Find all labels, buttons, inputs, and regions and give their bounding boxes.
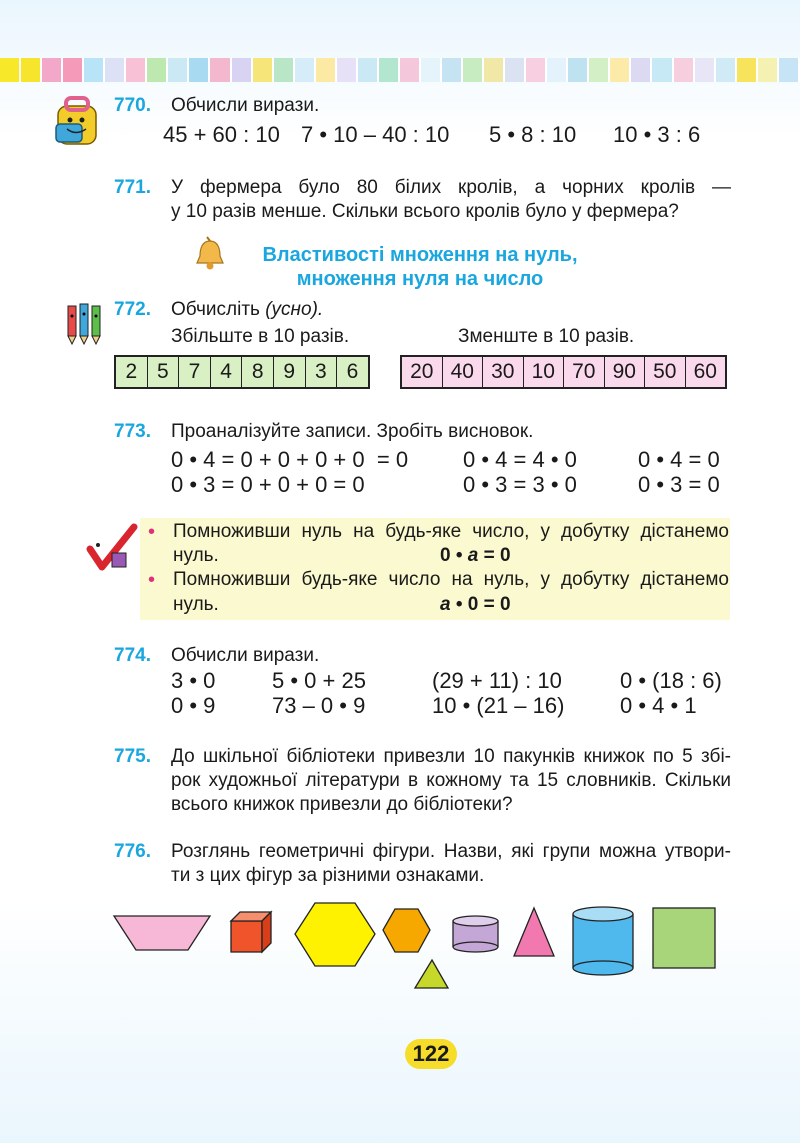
- exercise-number: 770.: [114, 95, 151, 116]
- yellow-hexagon: [295, 903, 375, 966]
- number-cell: 3: [306, 357, 338, 387]
- section-title: Властивості множення на нуль,: [262, 244, 578, 266]
- expression: 10 • 3 : 6: [613, 122, 701, 147]
- expression: 5 • 8 : 10: [489, 122, 577, 147]
- exercise-number: 774.: [114, 645, 151, 666]
- number-cell: 5: [148, 357, 180, 387]
- expression: 7 • 10 – 40 : 10: [301, 122, 450, 147]
- number-cell: 70: [564, 357, 605, 387]
- equation: 0 • 3 = 0: [638, 472, 720, 497]
- number-cell: 30: [483, 357, 524, 387]
- formula-part: = 0: [483, 545, 511, 566]
- pink-triangle: [514, 908, 554, 956]
- stripe-segment: [779, 58, 800, 82]
- pencils-icon: [62, 298, 108, 346]
- bullet-marker: •: [148, 521, 156, 543]
- bell-icon: [193, 236, 227, 272]
- blue-cylinder: [573, 907, 633, 975]
- stripe-segment: [210, 58, 231, 82]
- checkmark-icon: [86, 523, 138, 575]
- exercise-number: 776.: [114, 841, 151, 862]
- stripe-segment: [400, 58, 421, 82]
- number-cell: 7: [179, 357, 211, 387]
- exercise-instruction: Обчисли вирази.: [171, 95, 320, 116]
- expression: 0 • 4 • 1: [620, 693, 697, 718]
- rule-formula: [440, 594, 511, 616]
- equation: 0 • 3 = 0 + 0 + 0 = 0: [171, 472, 365, 497]
- expression: 10 • (21 – 16): [432, 693, 565, 718]
- stripe-segment: [674, 58, 695, 82]
- stripe-segment: [379, 58, 400, 82]
- number-cell: 2: [116, 357, 148, 387]
- expression: 45 + 60 : 10: [163, 122, 280, 147]
- multiply-number-row: [114, 355, 370, 389]
- geometric-figures: [110, 900, 740, 995]
- number-cell: 4: [211, 357, 243, 387]
- stripe-segment: [358, 58, 379, 82]
- formula-variable: a: [440, 594, 451, 615]
- stripe-segment: [274, 58, 295, 82]
- equation: 0 • 4 = 0 + 0 + 0 + 0 = 0: [171, 447, 409, 472]
- left-task-label: Збільште в 10 разів.: [171, 326, 350, 347]
- stripe-segment: [126, 58, 147, 82]
- exercise-instruction: [171, 299, 323, 321]
- instruction-text: Обчисліть: [171, 299, 260, 320]
- exercise-number: 772.: [114, 299, 151, 320]
- stripe-segment: [716, 58, 737, 82]
- lime-triangle: [415, 960, 448, 988]
- page-number: 122: [405, 1039, 457, 1069]
- stripe-segment: [295, 58, 316, 82]
- stripe-segment: [526, 58, 547, 82]
- problem-text-line: ти з цих фігур за різними ознаками.: [171, 865, 485, 886]
- number-cell: 10: [524, 357, 565, 387]
- rule-text: нуль.: [173, 545, 219, 566]
- stripe-segment: [316, 58, 337, 82]
- expression: 73 – 0 • 9: [272, 693, 366, 718]
- stripe-segment: [758, 58, 779, 82]
- problem-text-line: у 10 разів менше. Скільки всього кролів було у фермера?: [171, 201, 679, 222]
- expression: 3 • 0: [171, 668, 216, 693]
- rule-text: нуль.: [173, 594, 219, 615]
- problem-text-line: Розглянь геометричні фігури. Назви, які групи можна утвори-: [171, 841, 731, 862]
- stripe-segment: [84, 58, 105, 82]
- exercise-instruction: Обчисли вирази.: [171, 645, 320, 666]
- formula-variable: a: [467, 545, 479, 566]
- expression: 5 • 0 + 25: [272, 668, 366, 693]
- formula-part: 0 •: [440, 545, 463, 566]
- stripe-segment: [547, 58, 568, 82]
- stripe-segment: [484, 58, 505, 82]
- stripe-segment: [505, 58, 526, 82]
- stripe-segment: [442, 58, 463, 82]
- exercise-number: 775.: [114, 746, 151, 767]
- stripe-segment: [631, 58, 652, 82]
- stripe-segment: [737, 58, 758, 82]
- equation: 0 • 4 = 0: [638, 447, 720, 472]
- stripe-segment: [568, 58, 589, 82]
- problem-text-line: всього книжок привезли до бібліотеки?: [171, 794, 513, 815]
- stripe-segment: [421, 58, 442, 82]
- stripe-segment: [147, 58, 168, 82]
- green-square: [653, 908, 715, 968]
- stripe-segment: [105, 58, 126, 82]
- number-cell: 6: [346, 360, 359, 383]
- number-cell: 40: [443, 357, 484, 387]
- exercise-instruction: Проаналізуйте записи. Зробіть висновок.: [171, 421, 534, 442]
- formula-part: • 0 = 0: [455, 594, 511, 615]
- stripe-segment: [337, 58, 358, 82]
- exercise-number: 771.: [114, 177, 151, 198]
- backpack-icon: [52, 96, 106, 148]
- right-task-label: Зменште в 10 разів.: [458, 326, 635, 347]
- expression: (29 + 11) : 10: [432, 668, 562, 693]
- pink-trapezoid: [114, 916, 210, 950]
- stripe-segment: [610, 58, 631, 82]
- stripe-segment: [652, 58, 673, 82]
- stripe-segment: [21, 58, 42, 82]
- rule-text: Помноживши будь-яке число на нуль, у добутку дістанемо: [173, 569, 729, 590]
- number-cell: 9: [274, 357, 306, 387]
- number-cell: 50: [645, 357, 686, 387]
- stripe-segment: [168, 58, 189, 82]
- purple-cylinder: [453, 916, 498, 952]
- orange-hexagon: [383, 909, 430, 952]
- problem-text-line: рок художньої літератури в кожному та 15 словників. Скільки: [171, 770, 731, 791]
- number-cell: 60: [693, 360, 717, 383]
- bullet-marker: •: [148, 569, 156, 591]
- red-cube: [231, 912, 271, 952]
- stripe-segment: [0, 58, 21, 82]
- exercise-number: 773.: [114, 421, 151, 442]
- expression: 0 • (18 : 6): [620, 668, 722, 693]
- instruction-italic: (усно).: [265, 299, 324, 320]
- stripe-segment: [42, 58, 63, 82]
- stripe-segment: [695, 58, 716, 82]
- stripe-segment: [589, 58, 610, 82]
- stripe-segment: [189, 58, 210, 82]
- equation: 0 • 3 = 3 • 0: [463, 472, 577, 497]
- stripe-segment: [463, 58, 484, 82]
- stripe-segment: [232, 58, 253, 82]
- stripe-segment: [253, 58, 274, 82]
- stripe-segment: [63, 58, 84, 82]
- divide-number-row: [400, 355, 727, 389]
- rule-formula: [440, 545, 511, 567]
- section-title: множення нуля на число: [296, 268, 544, 290]
- number-cell: 8: [242, 357, 274, 387]
- number-cell: 20: [402, 357, 443, 387]
- problem-text-line: До шкільної бібліотеки привезли 10 пакунків книжок по 5 збі-: [171, 746, 731, 767]
- decorative-top-stripe: [0, 58, 800, 82]
- equation: 0 • 4 = 4 • 0: [463, 447, 577, 472]
- number-cell: 90: [605, 357, 646, 387]
- problem-text-line: У фермера було 80 білих кролів, а чорних кролів —: [171, 177, 731, 198]
- rule-text: Помноживши нуль на будь-яке число, у добутку дістанемо: [173, 521, 729, 542]
- expression: 0 • 9: [171, 693, 216, 718]
